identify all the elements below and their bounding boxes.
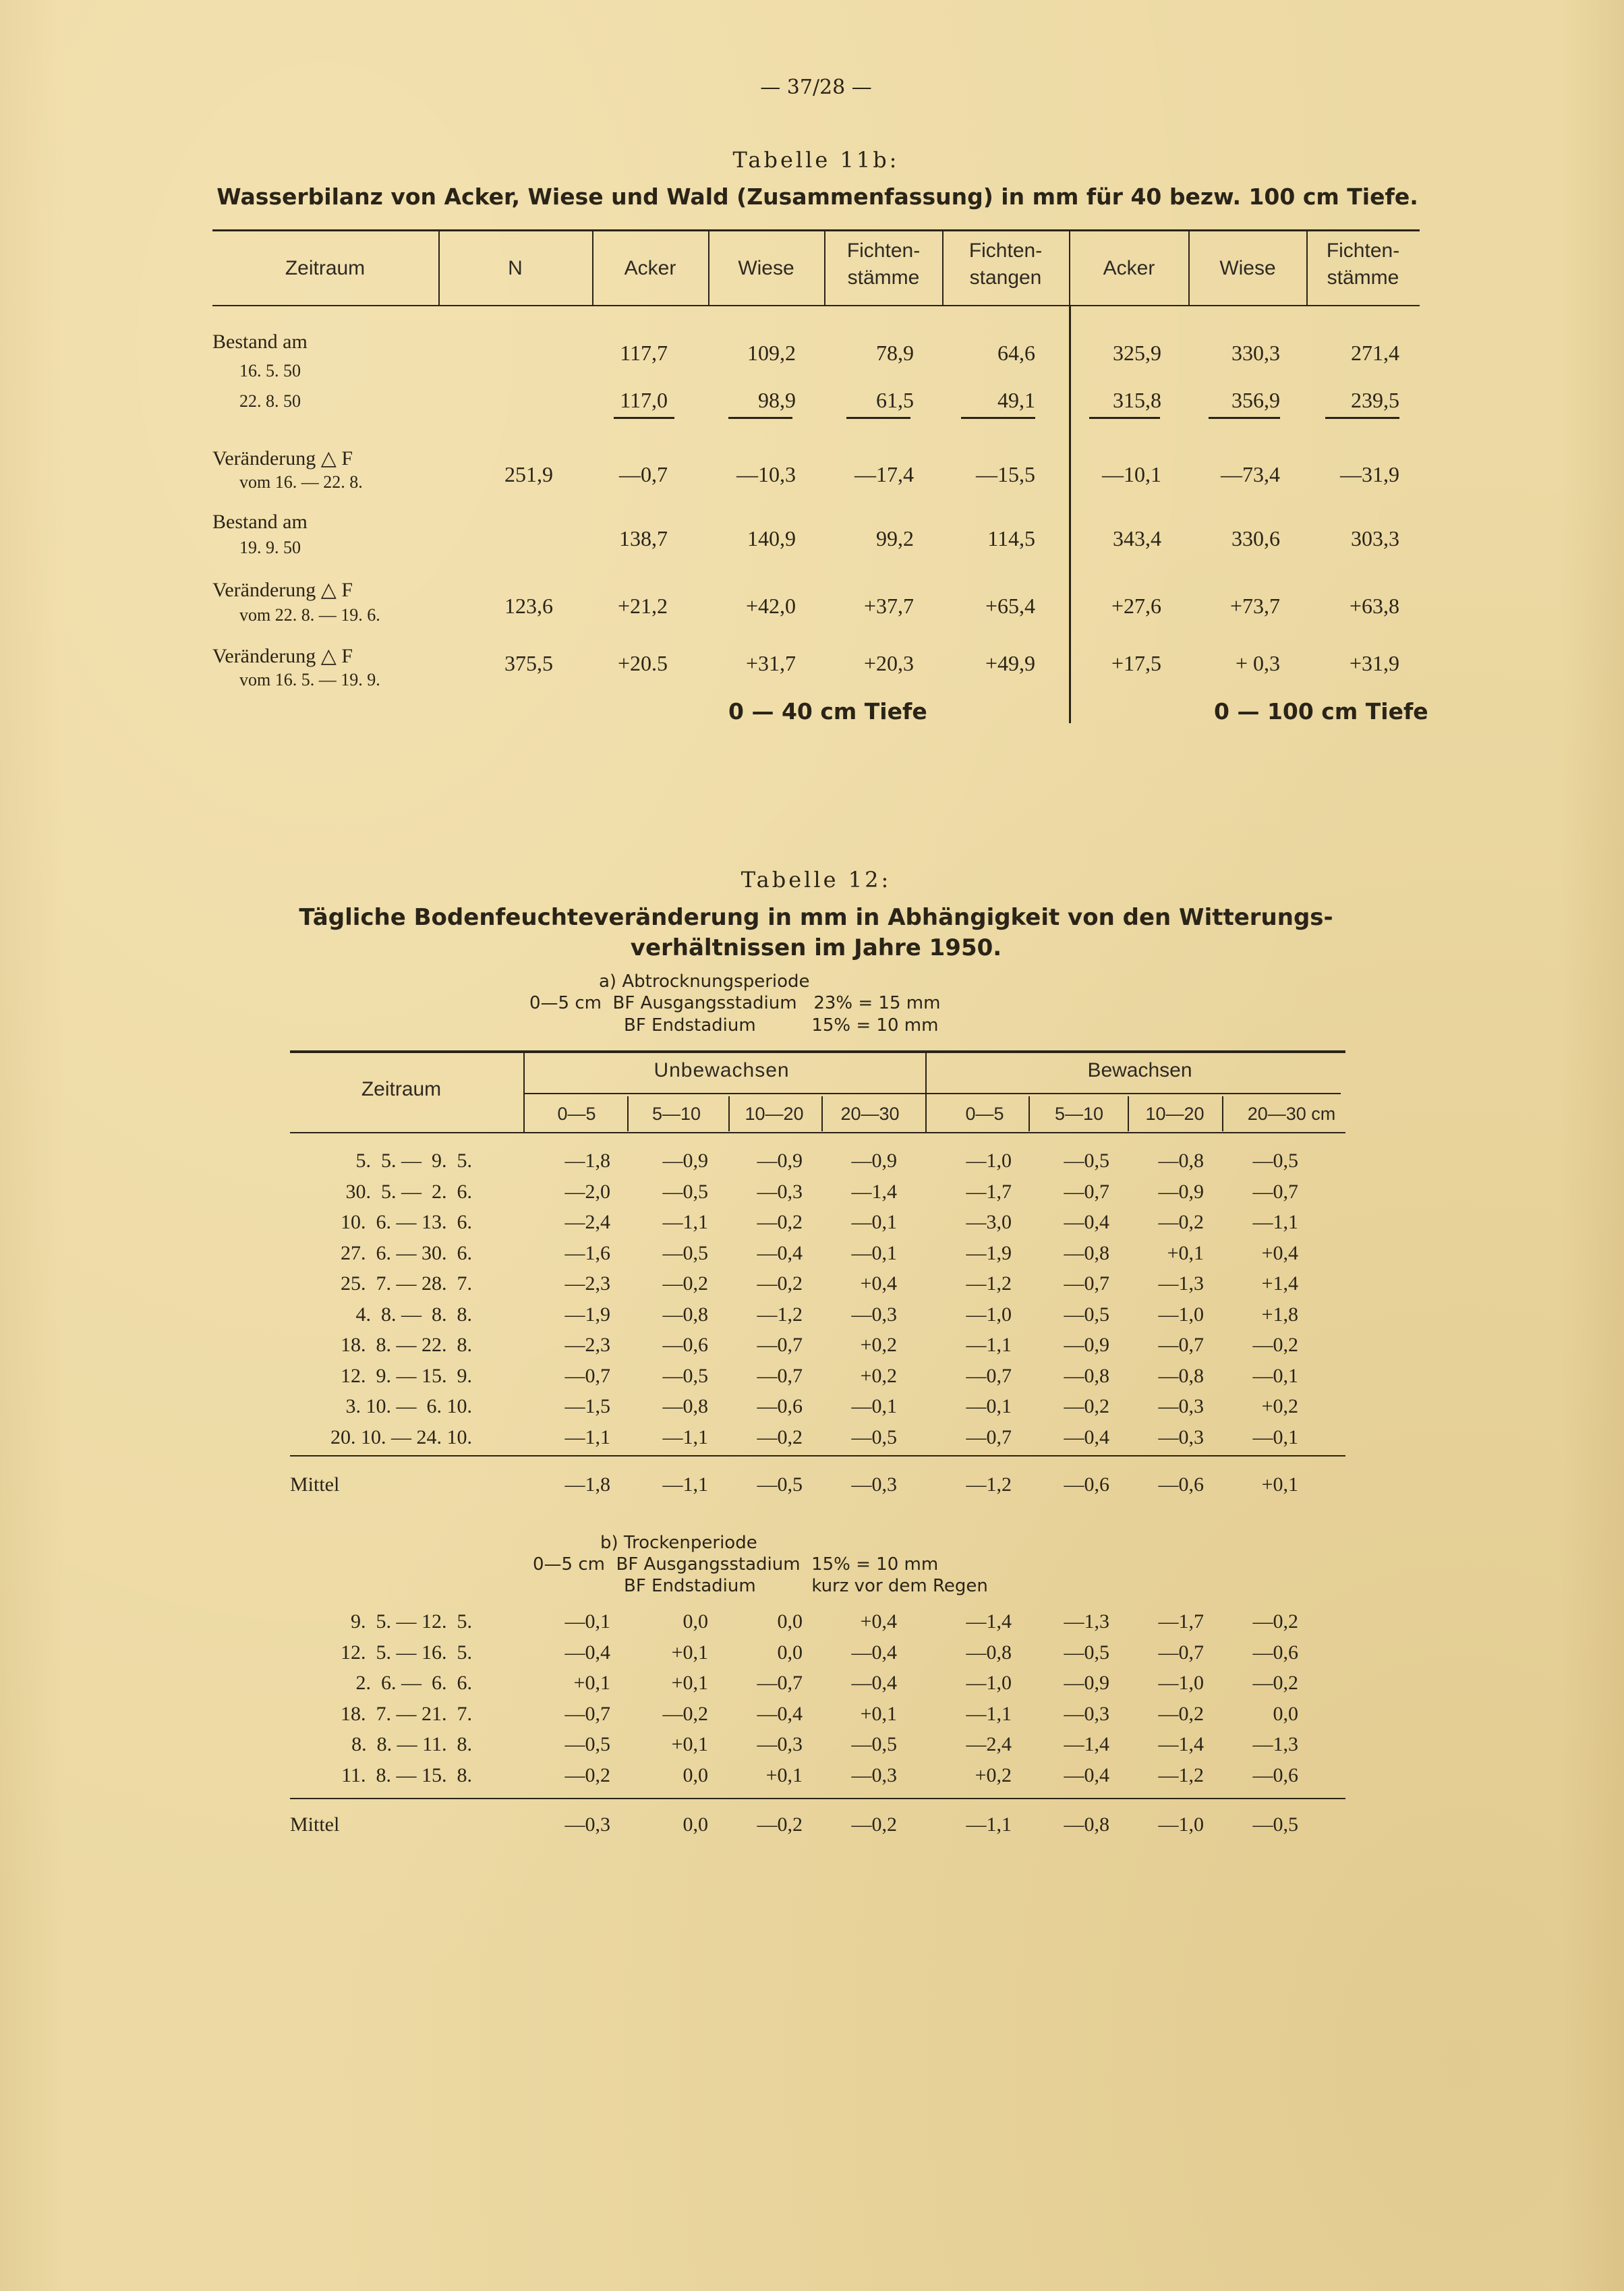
cell-value: —0,9: [757, 1150, 803, 1172]
cell-value: +0,1: [671, 1641, 708, 1664]
cell-value: —0,5: [1064, 1641, 1109, 1664]
period-label: 9. 5. — 12. 5.: [351, 1610, 472, 1633]
cell-value: —0,1: [966, 1395, 1012, 1417]
cell-value: —0,2: [662, 1272, 708, 1295]
period-label: 4. 8. — 8. 8.: [355, 1303, 472, 1326]
cell-value: —0,7: [564, 1364, 610, 1387]
cell-value: —0,8: [966, 1641, 1012, 1664]
cell-value: —0,2: [757, 1425, 803, 1448]
cell-value: +0,1: [765, 1763, 803, 1786]
rule-line: [212, 305, 1420, 306]
cell-value: —2,4: [966, 1733, 1012, 1755]
cell-value: +17,5: [1111, 651, 1161, 675]
cell-value: +63,8: [1349, 594, 1399, 618]
cell-value: —0,2: [1252, 1672, 1298, 1694]
cell-value: —17,4: [854, 462, 914, 486]
period-label: 8. 8. — 11. 8.: [351, 1733, 472, 1755]
rule-line: [846, 417, 910, 419]
cell-value: —1,6: [564, 1241, 610, 1264]
period-label: 30. 5. — 2. 6.: [345, 1180, 472, 1203]
cell-value: —0,3: [757, 1733, 803, 1755]
mittel-value: —1,2: [966, 1473, 1012, 1496]
cell-value: 239,5: [1351, 388, 1399, 412]
cell-value: —0,9: [662, 1150, 708, 1172]
rule-line: [290, 1050, 1345, 1053]
rule-line: [614, 417, 674, 419]
cell-value: 0,0: [1273, 1702, 1298, 1725]
depth-header-4: 0—5: [965, 1104, 1004, 1124]
cell-value: —1,3: [1064, 1610, 1109, 1633]
period-label: 12. 9. — 15. 9.: [341, 1364, 472, 1387]
cell-value: —1,0: [966, 1303, 1012, 1326]
cell-value: +20,3: [863, 651, 914, 675]
period-label: 5. 5. — 9. 5.: [355, 1150, 472, 1172]
cell-value: +0,4: [1261, 1241, 1298, 1264]
cell-value: 64,6: [997, 341, 1035, 365]
cell-value: 330,6: [1231, 526, 1280, 550]
mittel-value: —0,2: [851, 1813, 897, 1836]
cell-value: —0,1: [851, 1241, 897, 1264]
cell-value: —0,5: [662, 1241, 708, 1264]
cell-value: —0,1: [1252, 1425, 1298, 1448]
cell-value: +42,0: [745, 594, 796, 618]
cell-value: —0,7: [1158, 1334, 1204, 1356]
cell-value: —0,7: [1064, 1272, 1109, 1295]
cell-value: —0,4: [1064, 1211, 1109, 1233]
cell-value: 356,9: [1231, 388, 1280, 412]
cell-value: —0,8: [1158, 1364, 1204, 1387]
header-5: Fichten- stangen: [968, 239, 1043, 289]
cell-value: 271,4: [1351, 341, 1399, 365]
cell-value: —0,7: [619, 462, 668, 486]
cell-value: —0,5: [1252, 1150, 1298, 1172]
cell-value: —1,3: [1252, 1733, 1298, 1755]
cell-value: —0,1: [851, 1211, 897, 1233]
mittel-value: —0,3: [851, 1473, 897, 1496]
cell-value: +20.5: [617, 651, 668, 675]
cell-value: —1,9: [966, 1241, 1012, 1264]
depth-header-6: 10—20: [1145, 1104, 1205, 1124]
cell-value: +0,1: [1167, 1241, 1204, 1264]
cell-value: +0,4: [860, 1272, 897, 1295]
period-label: 18. 7. — 21. 7.: [341, 1702, 472, 1725]
depth-header-7: 20—30 cm: [1247, 1104, 1336, 1124]
header-4: Fichten- stämme: [846, 239, 921, 289]
cell-value: —0,7: [1064, 1180, 1109, 1203]
cell-value: +0,1: [671, 1733, 708, 1755]
cell-value: —3,0: [966, 1211, 1012, 1233]
header-8: Fichten- stämme: [1326, 239, 1400, 289]
rule-line: [728, 417, 792, 419]
cell-value: —0,4: [757, 1702, 803, 1725]
cell-value: +1,4: [1261, 1272, 1298, 1295]
period-label: 25. 7. — 28. 7.: [341, 1272, 472, 1295]
header-6: Acker: [1103, 257, 1155, 279]
cell-value: 61,5: [876, 388, 914, 412]
period-label: 12. 5. — 16. 5.: [341, 1641, 472, 1664]
cell-value: —0,2: [1158, 1211, 1204, 1233]
row-label: 19. 9. 50: [239, 538, 301, 557]
cell-value: —0,5: [1064, 1303, 1109, 1326]
cell-value: —2,3: [564, 1334, 610, 1356]
rule-line: [961, 417, 1035, 419]
cell-value: 109,2: [747, 341, 796, 365]
cell-value: —1,0: [1158, 1303, 1204, 1326]
cell-value: —0,4: [851, 1641, 897, 1664]
cell-value: —1,1: [966, 1702, 1012, 1725]
cell-value: —0,4: [757, 1241, 803, 1264]
row-label: Veränderung △ F: [212, 645, 353, 667]
row-label: Veränderung △ F: [212, 579, 353, 601]
cell-value: 0,0: [683, 1763, 708, 1786]
rule-line: [290, 1455, 1345, 1456]
cell-value: —0,5: [851, 1425, 897, 1448]
section-b-line3: BF Endstadium kurz vor dem Regen: [624, 1576, 988, 1596]
row-label: Veränderung △ F: [212, 447, 353, 470]
mittel-label: Mittel: [290, 1813, 340, 1836]
cell-value: 117,0: [620, 388, 668, 412]
cell-value: +65,4: [985, 594, 1035, 618]
cell-value: —0,3: [851, 1303, 897, 1326]
cell-value: —0,7: [757, 1334, 803, 1356]
period-label: 18. 8. — 22. 8.: [341, 1334, 472, 1356]
cell-value: +0,1: [573, 1672, 610, 1694]
cell-value: —1,1: [1252, 1211, 1298, 1233]
cell-value: +31,9: [1349, 651, 1399, 675]
cell-value: 375,5: [504, 651, 553, 675]
header-1: N: [508, 257, 523, 279]
section-a-line2: 0—5 cm BF Ausgangsstadium 23% = 15 mm: [529, 993, 941, 1013]
cell-value: 123,6: [504, 594, 553, 618]
header-2: Acker: [624, 257, 676, 279]
depth-header-1: 5—10: [651, 1104, 701, 1124]
cell-value: —1,2: [1158, 1763, 1204, 1786]
header-0: Zeitraum: [285, 257, 366, 279]
cell-value: 0,0: [777, 1641, 803, 1664]
cell-value: 114,5: [987, 526, 1035, 550]
cell-value: —0,7: [966, 1425, 1012, 1448]
cell-value: —2,4: [564, 1211, 610, 1233]
depth-header-3: 20—30: [840, 1104, 900, 1124]
cell-value: —31,9: [1340, 462, 1399, 486]
cell-value: —0,5: [662, 1180, 708, 1203]
cell-value: —0,7: [564, 1702, 610, 1725]
cell-value: —1,4: [966, 1610, 1012, 1633]
cell-value: —2,3: [564, 1272, 610, 1295]
cell-value: —0,3: [1064, 1702, 1109, 1725]
mittel-value: 0,0: [683, 1813, 708, 1836]
cell-value: —10,1: [1102, 462, 1161, 486]
cell-value: 78,9: [876, 341, 914, 365]
cell-value: +0,4: [860, 1610, 897, 1633]
row-label: Bestand am: [212, 511, 308, 533]
cell-value: —0,2: [757, 1272, 803, 1295]
cell-value: 330,3: [1231, 341, 1280, 365]
cell-value: 325,9: [1113, 341, 1161, 365]
header-7: Wiese: [1219, 257, 1276, 279]
cell-value: —0,3: [1158, 1395, 1204, 1417]
column-divider: [438, 231, 440, 305]
depth-label-40: 0 — 40 cm Tiefe: [728, 698, 927, 725]
cell-value: —1,0: [966, 1672, 1012, 1694]
row-label: vom 16. — 22. 8.: [239, 472, 363, 492]
cell-value: —0,2: [1158, 1702, 1204, 1725]
cell-value: —1,1: [966, 1334, 1012, 1356]
depth-header-2: 10—20: [745, 1104, 804, 1124]
period-label: 11. 8. — 15. 8.: [341, 1763, 472, 1786]
section-a-line1: a) Abtrocknungsperiode: [599, 971, 810, 992]
cell-value: —1,0: [1158, 1672, 1204, 1694]
mittel-value: —0,5: [1252, 1813, 1298, 1836]
cell-value: —15,5: [976, 462, 1035, 486]
depth-header-0: 0—5: [557, 1104, 596, 1124]
cell-value: —1,0: [966, 1150, 1012, 1172]
period-label: 2. 6. — 6. 6.: [355, 1672, 472, 1694]
cell-value: —0,7: [757, 1672, 803, 1694]
cell-value: —1,7: [1158, 1610, 1204, 1633]
cell-value: —73,4: [1221, 462, 1280, 486]
cell-value: + 0,3: [1235, 651, 1280, 675]
cell-value: —0,6: [757, 1395, 803, 1417]
rule-line: [1325, 417, 1399, 419]
period-label: 3. 10. — 6. 10.: [345, 1395, 472, 1417]
cell-value: 315,8: [1113, 388, 1161, 412]
cell-value: —0,5: [564, 1733, 610, 1755]
cell-value: 140,9: [747, 526, 796, 550]
section-b-line2: 0—5 cm BF Ausgangsstadium 15% = 10 mm: [533, 1554, 939, 1575]
cell-value: 49,1: [997, 388, 1035, 412]
header-3: Wiese: [738, 257, 794, 279]
mittel-value: —1,8: [564, 1473, 610, 1496]
cell-value: —0,4: [1064, 1425, 1109, 1448]
table-11b-caption: Tabelle 11b:: [732, 147, 900, 173]
row-label: 16. 5. 50: [239, 361, 301, 380]
cell-value: —1,2: [757, 1303, 803, 1326]
cell-value: —0,4: [1064, 1763, 1109, 1786]
cell-value: +37,7: [863, 594, 914, 618]
cell-value: 303,3: [1351, 526, 1399, 550]
mittel-value: —0,3: [564, 1813, 610, 1836]
cell-value: —0,5: [662, 1364, 708, 1387]
cell-value: 0,0: [777, 1610, 803, 1633]
cell-value: —1,1: [662, 1211, 708, 1233]
cell-value: +0,2: [860, 1334, 897, 1356]
cell-value: —0,6: [1252, 1763, 1298, 1786]
cell-value: —0,8: [662, 1303, 708, 1326]
cell-value: —1,7: [966, 1180, 1012, 1203]
row-label: vom 16. 5. — 19. 9.: [239, 670, 380, 689]
cell-value: —0,1: [564, 1610, 610, 1633]
zeitraum-header: Zeitraum: [361, 1078, 442, 1100]
mittel-value: —0,2: [757, 1813, 803, 1836]
page-number: — 37/28 —: [760, 76, 872, 99]
table-12-caption: Tabelle 12:: [741, 867, 892, 893]
rule-line: [1089, 417, 1160, 419]
cell-value: 99,2: [876, 526, 914, 550]
mittel-value: —0,8: [1064, 1813, 1109, 1836]
cell-value: —0,1: [851, 1395, 897, 1417]
cell-value: —10,3: [736, 462, 796, 486]
cell-value: +0,2: [1261, 1395, 1298, 1417]
cell-value: 343,4: [1113, 526, 1161, 550]
cell-value: —0,9: [1064, 1672, 1109, 1694]
mittel-value: —0,5: [757, 1473, 803, 1496]
row-label: vom 22. 8. — 19. 6.: [239, 605, 380, 625]
cell-value: +49,9: [985, 651, 1035, 675]
cell-value: —0,8: [1064, 1364, 1109, 1387]
cell-value: —1,9: [564, 1303, 610, 1326]
cell-value: —0,7: [1252, 1180, 1298, 1203]
cell-value: +27,6: [1111, 594, 1161, 618]
depth-label-100: 0 — 100 cm Tiefe: [1214, 698, 1428, 725]
cell-value: —0,6: [662, 1334, 708, 1356]
cell-value: —0,9: [851, 1150, 897, 1172]
cell-value: —0,1: [1252, 1364, 1298, 1387]
cell-value: —0,2: [564, 1763, 610, 1786]
rule-line: [212, 229, 1420, 231]
cell-value: 98,9: [758, 388, 796, 412]
rule-line: [1209, 417, 1280, 419]
cell-value: —1,3: [1158, 1272, 1204, 1295]
cell-value: +0,2: [975, 1763, 1012, 1786]
mittel-label: Mittel: [290, 1473, 340, 1496]
cell-value: —0,7: [1158, 1641, 1204, 1664]
mittel-value: —0,6: [1064, 1473, 1109, 1496]
cell-value: 0,0: [683, 1610, 708, 1633]
period-label: 20. 10. — 24. 10.: [330, 1425, 472, 1448]
cell-value: —0,2: [1064, 1395, 1109, 1417]
cell-value: —1,4: [851, 1180, 897, 1203]
cell-value: —1,4: [1158, 1733, 1204, 1755]
mittel-value: +0,1: [1261, 1473, 1298, 1496]
period-label: 10. 6. — 13. 6.: [341, 1211, 472, 1233]
cell-value: —0,4: [851, 1672, 897, 1694]
cell-value: +0,1: [860, 1702, 897, 1725]
table-12-title-line1: Tägliche Bodenfeuchteveränderung in mm in Abhängigkeit von den Witterungs-: [299, 904, 1333, 931]
section-a-line3: BF Endstadium 15% = 10 mm: [624, 1015, 939, 1036]
mittel-value: —1,0: [1158, 1813, 1204, 1836]
section-b-line1: b) Trockenperiode: [600, 1533, 757, 1553]
mittel-value: —1,1: [662, 1473, 708, 1496]
cell-value: —0,9: [1064, 1334, 1109, 1356]
cell-value: +0,1: [671, 1672, 708, 1694]
cell-value: —0,5: [1064, 1150, 1109, 1172]
cell-value: +73,7: [1229, 594, 1280, 618]
cell-value: —1,1: [662, 1425, 708, 1448]
cell-value: +1,8: [1261, 1303, 1298, 1326]
cell-value: —2,0: [564, 1180, 610, 1203]
cell-value: —0,2: [757, 1211, 803, 1233]
cell-value: —0,3: [1158, 1425, 1204, 1448]
cell-value: —0,3: [851, 1763, 897, 1786]
cell-value: —1,4: [1064, 1733, 1109, 1755]
cell-value: —1,5: [564, 1395, 610, 1417]
cell-value: —0,9: [1158, 1180, 1204, 1203]
cell-value: —1,2: [966, 1272, 1012, 1295]
cell-value: —0,8: [662, 1395, 708, 1417]
cell-value: —1,8: [564, 1150, 610, 1172]
cell-value: 117,7: [620, 341, 668, 365]
cell-value: —0,5: [851, 1733, 897, 1755]
cell-value: —1,1: [564, 1425, 610, 1448]
cell-value: —0,7: [966, 1364, 1012, 1387]
mittel-value: —0,6: [1158, 1473, 1204, 1496]
rule-line: [290, 1798, 1345, 1799]
table-11b-title: Wasserbilanz von Acker, Wiese und Wald (Zusammenfassung) in mm für 40 bezw. 100 cm Tiefe.: [216, 183, 1418, 210]
mittel-value: —1,1: [966, 1813, 1012, 1836]
cell-value: —0,8: [1158, 1150, 1204, 1172]
cell-value: —0,8: [1064, 1241, 1109, 1264]
period-label: 27. 6. — 30. 6.: [341, 1241, 472, 1264]
cell-value: +31,7: [745, 651, 796, 675]
cell-value: 251,9: [504, 462, 553, 486]
cell-value: +21,2: [617, 594, 668, 618]
table-12-title-line2: verhältnissen im Jahre 1950.: [630, 934, 1002, 961]
cell-value: —0,6: [1252, 1641, 1298, 1664]
cell-value: —0,2: [1252, 1334, 1298, 1356]
row-label: 22. 8. 50: [239, 391, 301, 411]
cell-value: —0,7: [757, 1364, 803, 1387]
depth-header-5: 5—10: [1054, 1104, 1104, 1124]
cell-value: 138,7: [619, 526, 668, 550]
rule-line: [290, 1132, 1345, 1133]
cell-value: —0,3: [757, 1180, 803, 1203]
cell-value: —0,2: [1252, 1610, 1298, 1633]
cell-value: +0,2: [860, 1364, 897, 1387]
group-unbewachsen: Unbewachsen: [654, 1059, 790, 1081]
rule-line: [525, 1093, 1341, 1094]
cell-value: —0,2: [662, 1702, 708, 1725]
group-bewachsen: Bewachsen: [1087, 1059, 1192, 1081]
cell-value: —0,4: [564, 1641, 610, 1664]
row-label: Bestand am: [212, 331, 308, 353]
